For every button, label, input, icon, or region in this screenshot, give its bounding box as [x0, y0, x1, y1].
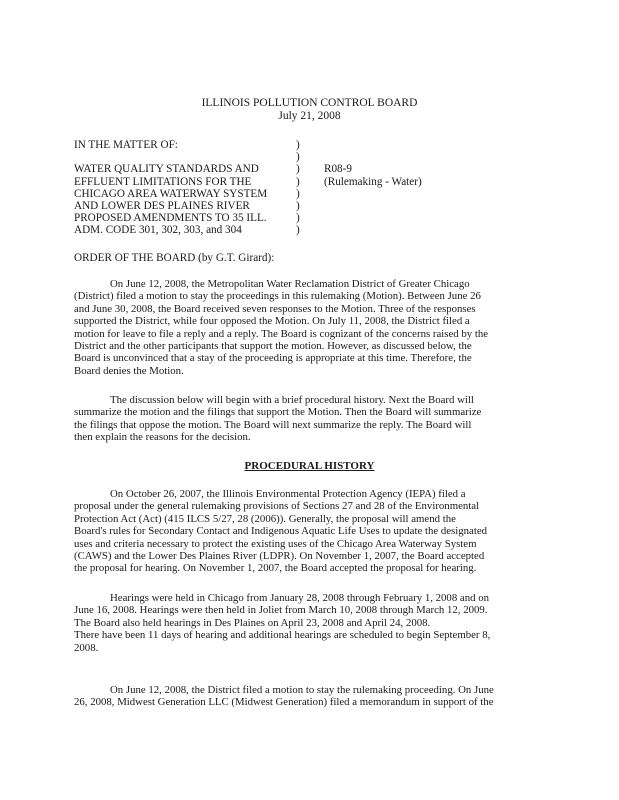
caption-row: AND LOWER DES PLAINES RIVER ): [74, 199, 300, 212]
caption-row: ADM. CODE 301, 302, 303, and 304 ): [74, 224, 300, 237]
paragraph-proposal: On October 26, 2007, the Illinois Environmental Protection Agency (IEPA) filed a proposal under the general rulemaking provisions of Sections 27 and 28 of the Environmental Protection Act (Act) (415 ILCS 5/27, 28 (2006)). Generally, the proposal will amend the Board's rules for Secondary Contact and Indigenous Aquatic Life Uses to update the designated uses and criteria necessary to protect the existing uses of the Chicago Area Waterway System (CAWS) and the Lower Des Plaines River (LDPR). On November 1, 2007, the Board accepted the proposal for hearing. On November 1, 2007, the Board accepted the proposal for hearing.: [74, 488, 488, 575]
caption-row: ): [296, 151, 300, 164]
paragraph-hearings: Hearings were held in Chicago from January 28, 2008 through February 1, 2008 and on June 16, 2008. Hearings were then held in Joliet from March 10, 2008 through March 12, 2009. The Board also held hearings in Des Plaines on April 23, 2008 and April 24, 2008. There have been 11 days of hearing and additional hearings are scheduled to begin September 8, 2008.: [74, 592, 491, 654]
section-heading: PROCEDURAL HISTORY: [244, 460, 375, 472]
caption-row: WATER QUALITY STANDARDS AND ) R08-9: [74, 163, 352, 176]
order-line: ORDER OF THE BOARD (by G.T. Girard):: [74, 252, 275, 264]
paragraph-intro: On June 12, 2008, the Metropolitan Water Reclamation District of Greater Chicago (District) filed a motion to stay the proceedings in this rulemaking (Motion). Between June 26 and June 30, 2008, the Board received seven responses to the Motion. Three of the responses supported the District, while four opposed the Motion. On July 11, 2008, the District filed a motion for leave to file a reply and a reply. The Board is cognizant of the concerns raised by the District and the other participants that support the motion. However, as discussed below, the Board is unconvinced that a stay of the proceeding is appropriate at this time. Therefore, the Board denies the Motion.: [74, 278, 489, 377]
document-header: [0, 97, 619, 123]
caption-row: IN THE MATTER OF: ): [74, 139, 300, 151]
case-caption: [74, 139, 554, 237]
proceeding-type: (Rulemaking - Water): [324, 175, 422, 188]
caption-row: EFFLUENT LIMITATIONS FOR THE ) (Rulemaking - Water): [74, 175, 422, 188]
docket-number: R08-9: [324, 163, 352, 176]
paragraph-overview: The discussion below will begin with a brief procedural history. Next the Board will summarize the motion and the filings that support the Motion. Then the Board will summarize the filings that oppose the motion. The Board will next summarize the reply. The Board will then explain the reasons for the decision.: [74, 394, 482, 444]
caption-row: CHICAGO AREA WATERWAY SYSTEM ): [74, 187, 300, 200]
paragraph-motion: On June 12, 2008, the District filed a motion to stay the rulemaking proceeding. On June 26, 2008, Midwest Generation LLC (Midwest Generation) filed a memorandum in support of the: [74, 684, 494, 709]
board-name: ILLINOIS POLLUTION CONTROL BOARD: [201, 97, 418, 109]
caption-row: PROPOSED AMENDMENTS TO 35 ILL. ): [74, 212, 300, 225]
order-date: July 21, 2008: [278, 110, 341, 122]
